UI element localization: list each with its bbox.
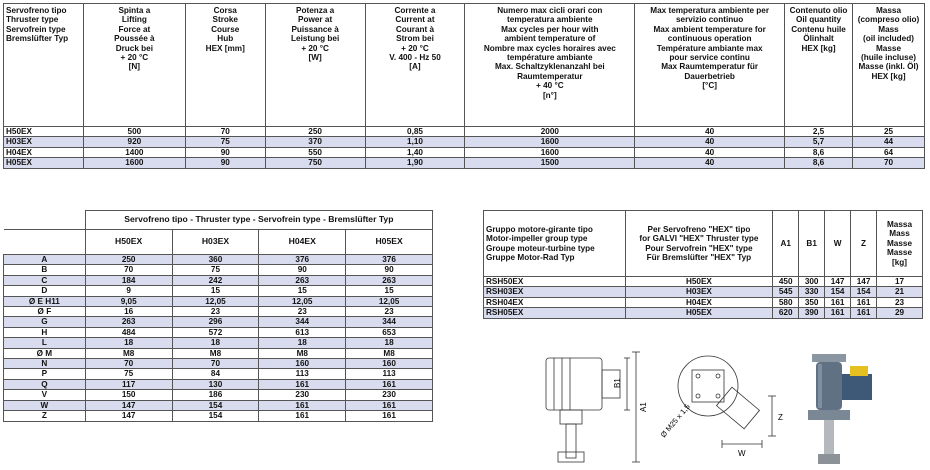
table-cell: 18: [346, 338, 433, 348]
table-cell: 70: [172, 359, 259, 369]
table-cell: Q: [4, 379, 86, 389]
group-header-row: [484, 211, 923, 277]
spec-header-power: Potenza a Power at Puissance à Leistung bei + 20 °C [W]: [265, 4, 365, 127]
table-cell: M8: [346, 348, 433, 358]
spec-header-force: Spinta a Lifting Force at Poussée à Druck bei + 20 °C [N]: [83, 4, 185, 127]
table-row: [4, 317, 433, 327]
table-cell: 184: [85, 275, 172, 285]
table-cell: 70: [185, 127, 265, 137]
table-cell: 15: [259, 286, 346, 296]
table-cell: 500: [83, 127, 185, 137]
table-cell: 186: [172, 390, 259, 400]
table-cell: 1,10: [365, 137, 465, 147]
table-cell: 40: [635, 127, 785, 137]
table-cell: 23: [346, 307, 433, 317]
table-cell: 572: [172, 327, 259, 337]
table-cell: 250: [265, 127, 365, 137]
table-cell: 12,05: [346, 296, 433, 306]
table-cell: 29: [877, 308, 923, 318]
table-row: [4, 390, 433, 400]
table-cell: 147: [85, 400, 172, 410]
table-cell: G: [4, 317, 86, 327]
table-cell: 550: [265, 147, 365, 157]
table-cell: 376: [259, 255, 346, 265]
table-cell: H05EX: [625, 308, 773, 318]
table-cell: C: [4, 275, 86, 285]
table-cell: M8: [172, 348, 259, 358]
table-cell: 9: [85, 286, 172, 296]
table-cell: 263: [85, 317, 172, 327]
table-cell: 12,05: [172, 296, 259, 306]
column-header-h04ex: H04EX: [259, 230, 346, 255]
table-row: [484, 287, 923, 297]
table-cell: 344: [346, 317, 433, 327]
table-cell: Ø F: [4, 307, 86, 317]
table-cell: 40: [635, 147, 785, 157]
table-cell: L: [4, 338, 86, 348]
table-cell: RSH05EX: [484, 308, 626, 318]
table-cell: 40: [635, 137, 785, 147]
group-header-thruster: Per Servofreno "HEX" tipo for GALVI "HEX" Thruster type Pour Servofrein "HEX" type Für Bremslüfter "HEX" Typ: [625, 211, 773, 277]
table-row: [4, 327, 433, 337]
table-cell: V: [4, 390, 86, 400]
table-row: [4, 137, 925, 147]
table-cell: 23: [877, 297, 923, 307]
table-cell: 154: [172, 411, 259, 421]
group-header-w: W: [825, 211, 851, 277]
table-cell: 150: [85, 390, 172, 400]
table-cell: D: [4, 286, 86, 296]
table-cell: 2,5: [785, 127, 853, 137]
table-cell: 64: [853, 147, 925, 157]
table-cell: 154: [172, 400, 259, 410]
table-cell: H50EX: [625, 277, 773, 287]
table-cell: H04EX: [625, 297, 773, 307]
table-row: [4, 255, 433, 265]
table-cell: 23: [259, 307, 346, 317]
table-cell: A: [4, 255, 86, 265]
table-cell: 360: [172, 255, 259, 265]
table-cell: 161: [259, 400, 346, 410]
table-cell: 90: [259, 265, 346, 275]
table-cell: 160: [346, 359, 433, 369]
table-cell: 161: [851, 297, 877, 307]
table-cell: H: [4, 327, 86, 337]
spec-header-temperature: Max temperatura ambiente per servizio continuo Max ambient temperature for continuous operation Température ambiante max pour service continu Max Raumtemperatur für Dauerbetrieb [°C]: [635, 4, 785, 127]
table-cell: 23: [172, 307, 259, 317]
table-cell: 70: [85, 359, 172, 369]
table-row: [4, 275, 433, 285]
table-cell: 653: [346, 327, 433, 337]
table-cell: 70: [853, 158, 925, 168]
table-cell: 90: [185, 147, 265, 157]
table-row: [4, 338, 433, 348]
column-header-h50ex: H50EX: [85, 230, 172, 255]
table-cell: RSH03EX: [484, 287, 626, 297]
table-cell: 230: [346, 390, 433, 400]
table-cell: 75: [172, 265, 259, 275]
table-cell: 344: [259, 317, 346, 327]
table-cell: 613: [259, 327, 346, 337]
table-row: [4, 265, 433, 275]
table-cell: 44: [853, 137, 925, 147]
table-row: [4, 127, 925, 137]
table-cell: 0,85: [365, 127, 465, 137]
table-cell: 161: [259, 379, 346, 389]
table-cell: 25: [853, 127, 925, 137]
empty-label-cell: [4, 230, 86, 255]
table-row: [484, 277, 923, 287]
group-header-type: Gruppo motore-girante tipo Motor-impeller group type Groupe moteur-turbine type Gruppe Motor-Rad Typ: [484, 211, 626, 277]
table-cell: 90: [346, 265, 433, 275]
table-cell: H03EX: [625, 287, 773, 297]
table-cell: RSH04EX: [484, 297, 626, 307]
table-cell: 18: [172, 338, 259, 348]
dimension-column-header-row: [4, 230, 433, 255]
table-cell: 300: [799, 277, 825, 287]
table-cell: 147: [825, 277, 851, 287]
group-header-z: Z: [851, 211, 877, 277]
table-row: [4, 411, 433, 421]
dimension-title-row: [4, 211, 433, 230]
table-row: [4, 307, 433, 317]
spec-header-type: Servofreno tipo Thruster type Servofrein type Bremslüfter Typ: [4, 4, 84, 127]
product-photo: [808, 354, 872, 464]
table-cell: P: [4, 369, 86, 379]
table-cell: 161: [825, 297, 851, 307]
table-cell: 130: [172, 379, 259, 389]
table-cell: 484: [85, 327, 172, 337]
table-cell: RSH50EX: [484, 277, 626, 287]
table-cell: 296: [172, 317, 259, 327]
spec-header-mass: Massa (compreso olio) Mass (oil included) Masse (huile incluse) Masse (inkl. Öl) HEX [kg]: [853, 4, 925, 127]
table-cell: 370: [265, 137, 365, 147]
table-cell: 117: [85, 379, 172, 389]
label-thread: Ø M25 x 1,5: [658, 402, 692, 440]
table-cell: 70: [85, 265, 172, 275]
table-cell: 154: [825, 287, 851, 297]
table-cell: 1,40: [365, 147, 465, 157]
table-row: [4, 400, 433, 410]
top-view-drawing: [678, 356, 776, 448]
table-cell: 18: [259, 338, 346, 348]
table-cell: 161: [259, 411, 346, 421]
table-cell: B: [4, 265, 86, 275]
table-cell: 580: [773, 297, 799, 307]
table-cell: 5,7: [785, 137, 853, 147]
table-cell: H03EX: [4, 137, 84, 147]
table-cell: 390: [799, 308, 825, 318]
table-cell: 17: [877, 277, 923, 287]
table-cell: 161: [346, 411, 433, 421]
table-cell: 9,05: [85, 296, 172, 306]
table-cell: 147: [85, 411, 172, 421]
table-cell: 242: [172, 275, 259, 285]
table-cell: 113: [346, 369, 433, 379]
table-cell: 8,6: [785, 147, 853, 157]
dimension-table: [3, 210, 433, 422]
spec-header-current: Corrente a Current at Courant à Strom bei + 20 °C V. 400 - Hz 50 [A]: [365, 4, 465, 127]
table-cell: W: [4, 400, 86, 410]
table-cell: 620: [773, 308, 799, 318]
motor-impeller-group-table: [483, 210, 923, 319]
table-cell: Ø M: [4, 348, 86, 358]
table-cell: 161: [346, 379, 433, 389]
table-cell: 21: [877, 287, 923, 297]
table-row: [4, 296, 433, 306]
column-header-h03ex: H03EX: [172, 230, 259, 255]
spec-header-oil: Contenuto olio Oil quantity Contenu huile Ölinhalt HEX [kg]: [785, 4, 853, 127]
table-row: [4, 286, 433, 296]
table-cell: 1600: [465, 147, 635, 157]
table-cell: 330: [799, 287, 825, 297]
table-cell: 1400: [83, 147, 185, 157]
table-cell: 1600: [465, 137, 635, 147]
table-cell: 161: [346, 400, 433, 410]
table-cell: 545: [773, 287, 799, 297]
table-row: [4, 348, 433, 358]
table-cell: 113: [259, 369, 346, 379]
spec-header-cycles: Numero max cicli orari con temperatura ambiente Max cycles per hour with ambient temperature of Nombre max cycles horaires avec température ambiante Max. Schaltzyklenanzahl bei Raumtemperatur + 40 °C [n°]: [465, 4, 635, 127]
table-row: [4, 147, 925, 157]
table-cell: 161: [851, 308, 877, 318]
group-header-a1: A1: [773, 211, 799, 277]
table-cell: 750: [265, 158, 365, 168]
group-header-mass: Massa Mass Masse Masse [kg]: [877, 211, 923, 277]
table-cell: 18: [85, 338, 172, 348]
side-view-drawing: [546, 352, 640, 462]
table-cell: 230: [259, 390, 346, 400]
label-w: W: [738, 449, 746, 458]
table-cell: 84: [172, 369, 259, 379]
empty-corner-cell: [4, 211, 86, 230]
table-cell: 40: [635, 158, 785, 168]
spec-header-row: [4, 4, 925, 127]
table-row: [4, 369, 433, 379]
table-cell: 263: [259, 275, 346, 285]
table-cell: 154: [851, 287, 877, 297]
table-cell: 2000: [465, 127, 635, 137]
table-cell: 160: [259, 359, 346, 369]
table-cell: 1,90: [365, 158, 465, 168]
table-row: [484, 297, 923, 307]
table-cell: 1600: [83, 158, 185, 168]
table-cell: 12,05: [259, 296, 346, 306]
table-cell: M8: [259, 348, 346, 358]
table-cell: 90: [185, 158, 265, 168]
table-cell: N: [4, 359, 86, 369]
table-cell: 8,6: [785, 158, 853, 168]
table-cell: 1500: [465, 158, 635, 168]
column-header-h05ex: H05EX: [346, 230, 433, 255]
table-cell: 15: [346, 286, 433, 296]
table-cell: H05EX: [4, 158, 84, 168]
table-row: [4, 379, 433, 389]
table-cell: 75: [85, 369, 172, 379]
table-row: [4, 359, 433, 369]
table-row: [4, 158, 925, 168]
table-cell: 920: [83, 137, 185, 147]
table-cell: H04EX: [4, 147, 84, 157]
motor-impeller-drawing: [540, 348, 930, 468]
label-z: Z: [778, 413, 783, 422]
label-b1: B1: [613, 378, 622, 388]
table-cell: 16: [85, 307, 172, 317]
table-cell: 263: [346, 275, 433, 285]
table-cell: 147: [851, 277, 877, 287]
spec-header-stroke: Corsa Stroke Course Hub HEX [mm]: [185, 4, 265, 127]
table-cell: 350: [799, 297, 825, 307]
table-cell: 15: [172, 286, 259, 296]
table-cell: M8: [85, 348, 172, 358]
table-cell: Ø E H11: [4, 296, 86, 306]
table-row: [484, 308, 923, 318]
table-cell: 161: [825, 308, 851, 318]
table-cell: Z: [4, 411, 86, 421]
table-cell: 376: [346, 255, 433, 265]
label-a1: A1: [639, 402, 648, 412]
table-cell: H50EX: [4, 127, 84, 137]
table-cell: 450: [773, 277, 799, 287]
table-cell: 75: [185, 137, 265, 147]
thruster-spec-table: [3, 3, 925, 169]
dimension-table-title: Servofreno tipo - Thruster type - Servofrein type - Bremslüfter Typ: [85, 211, 432, 230]
table-cell: 250: [85, 255, 172, 265]
group-header-b1: B1: [799, 211, 825, 277]
